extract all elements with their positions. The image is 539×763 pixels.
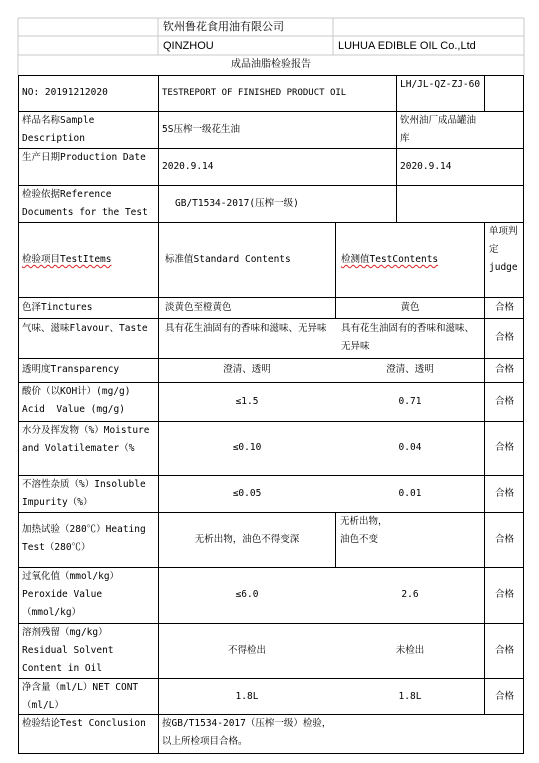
sample-label: 样品名称Sample Description [22,115,101,144]
sample-value: 5S压榨一级花生油 [162,124,240,135]
test-item: 气味、滋味Flavour、Taste [22,323,148,334]
test-judge: 合格 [494,364,514,375]
test-item: 不溶性杂质（%）Insoluble Impurity（%） [22,479,152,508]
test-judge: 合格 [494,442,514,453]
col-header-item-text: 检验项目TestItems [22,254,112,265]
test-judge: 合格 [494,534,514,545]
company-name-cn: 钦州鲁花食用油有限公司 [163,21,284,33]
report-title-cn: 成品油脂检验报告 [231,59,311,70]
test-judge: 合格 [494,691,514,702]
company-city-en: QINZHOU [163,40,214,52]
test-item: 透明度Transparency [22,364,120,375]
test-standard: 1.8L [235,691,259,702]
test-judge: 合格 [494,645,514,656]
test-result: 1.8L [398,691,422,702]
test-standard: 具有花生油固有的香味和滋味、无异味 [165,323,327,334]
test-standard: ≤6.0 [235,589,259,600]
reference-value: GB/T1534-2017(压榨一级) [175,198,299,209]
report-number: NO: 20191212020 [22,87,108,98]
test-result: 0.71 [398,396,422,407]
col-header-judge: 单项判定judge [489,226,518,273]
conclusion-label: 检验结论Test Conclusion [22,718,146,729]
test-judge: 合格 [494,332,514,343]
col-header-standard: 标准值Standard Contents [165,254,291,265]
test-standard: ≤0.10 [232,442,262,453]
test-item: 溶剂残留（mg/kg） Residual Solvent Content in Oil [22,627,120,674]
test-result: 2.6 [401,589,419,600]
test-result: 0.04 [398,442,422,453]
test-item-text: 过氧化值（mmol/kg） Peroxide Value （mmol/kg） [22,571,125,618]
test-judge: 合格 [494,396,514,407]
test-item: 加热试验（280℃）Heating Test（280℃） [22,524,152,553]
col-header-item [19,251,158,269]
test-judge: 合格 [494,488,514,499]
test-judge: 合格 [494,302,514,313]
test-result: 无析出物，油色不变 [340,516,388,545]
test-standard: 澄清、透明 [223,364,271,375]
production-date-label: 生产日期Production Date [22,152,146,163]
test-item-text: 水分及挥发物（%）Moisture and Volatilemater（% [22,425,156,454]
test-standard: 无析出物，油色不得变深 [194,534,300,545]
test-date-value: 2020.9.14 [400,161,452,172]
test-result: 未检出 [395,645,425,656]
sample-source: 钦州油厂成品罐油库 [400,115,477,144]
test-standard: ≤0.05 [232,488,262,499]
test-result: 具有花生油固有的香味和滋味、无异味 [341,323,475,352]
test-item: 色泽Tinctures [22,302,93,313]
report-title-en: TESTREPORT OF FINISHED PRODUCT OIL [162,88,347,98]
col-header-result-text: 检测值TestContents [341,254,439,265]
test-judge: 合格 [494,589,514,600]
conclusion-text: 按GB/T1534-2017（压榨一级）检验，以上所检项目合格。 [162,718,332,747]
test-standard: 淡黄色至橙黄色 [165,302,232,313]
production-date-value: 2020.9.14 [162,161,214,172]
test-result: 黄色 [400,302,420,313]
test-result: 澄清、透明 [386,364,434,375]
company-name-en: LUHUA EDIBLE OIL Co.,Ltd [338,40,476,52]
test-item [19,422,158,475]
test-standard: ≤1.5 [235,396,259,407]
reference-label: 检验依据Reference Documents for the Test [22,189,148,218]
col-header-result [338,251,484,269]
test-item [19,568,158,623]
test-standard: 不得检出 [227,645,266,656]
test-item: 酸价（以KOH计）(mg/g) Acid Value (mg/g) [22,386,137,415]
test-result: 0.01 [398,488,422,499]
document-code: LH/JL-QZ-ZJ-60 [400,79,481,90]
test-item: 净含量（ml/L）NET CONT（ml/L） [22,682,139,711]
